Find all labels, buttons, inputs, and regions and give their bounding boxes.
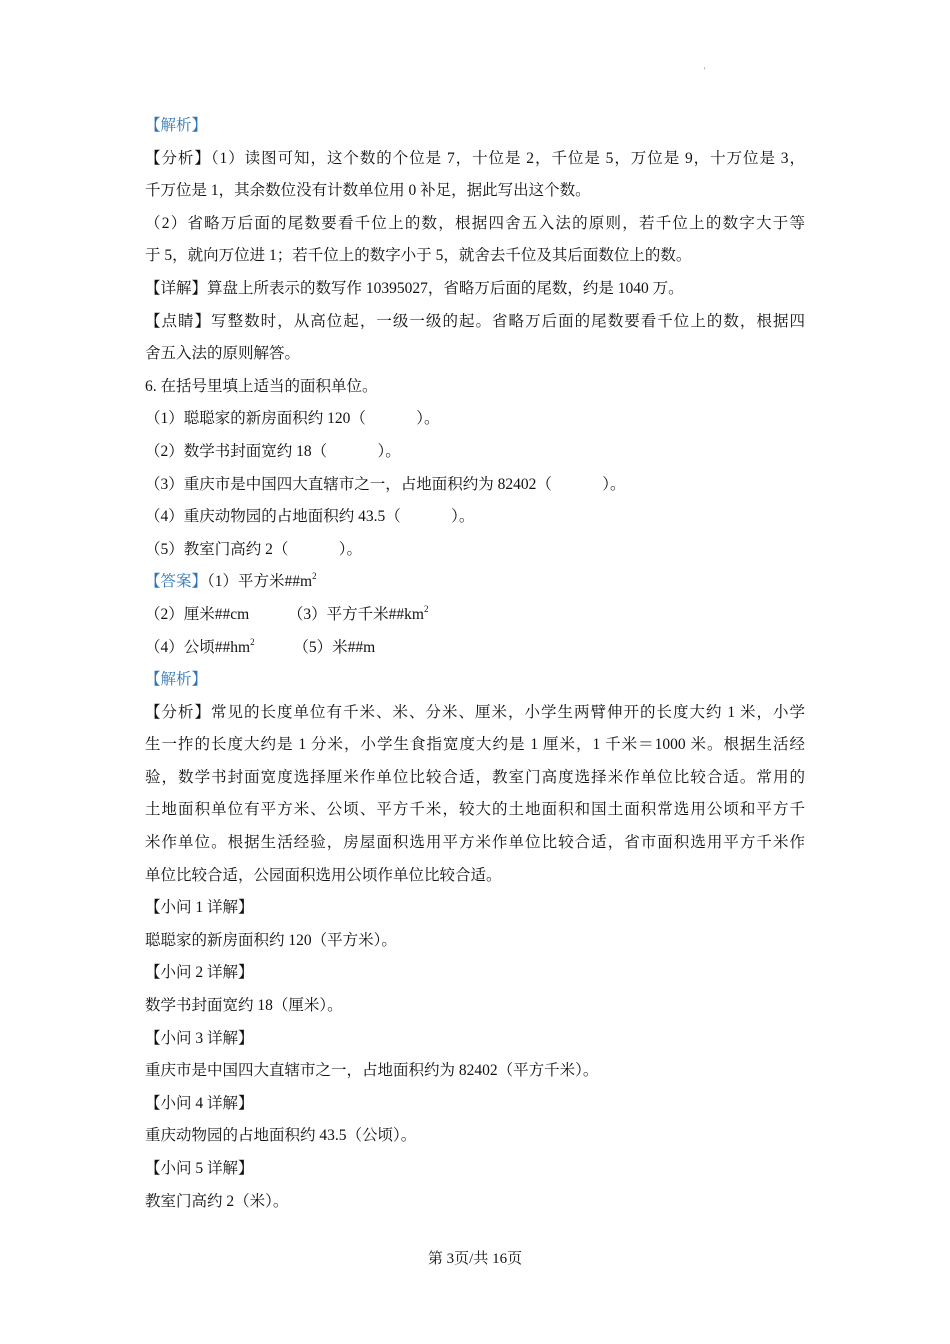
text-segment: 【分析】（1）读图可知，这个数的个位是 7，十位是 2，千位是 5，万位是 9，十万位是 3， xyxy=(145,149,805,167)
text-segment: （3）重庆市是中国四大直辖市之一，占地面积约为 82402（ ）。 xyxy=(145,475,626,493)
text-segment: 重庆动物园的占地面积约 43.5（公顷）。 xyxy=(145,1127,417,1145)
text-segment: 米作单位。根据生活经验，房屋面积选用平方米作单位比较合适，省市面积选用平方千米作 xyxy=(145,834,805,852)
text-line xyxy=(145,403,805,436)
text-segment: 【小问 3 详解】 xyxy=(145,1029,254,1047)
text-segment: 数学书封面宽约 18（厘米）。 xyxy=(145,997,343,1015)
text-segment: 【小问 1 详解】 xyxy=(145,899,254,917)
text-segment: （4）公顷##hm xyxy=(145,638,251,656)
text-line xyxy=(145,208,805,241)
text-segment: 生一拃的长度大约是 1 分米，小学生食指宽度大约是 1 厘米，1 千米＝1000 米。根据生活经 xyxy=(145,736,805,754)
text-segment: 【详解】算盘上所表示的数写作 10395027，省略万后面的尾数，约是 1040 万。 xyxy=(145,279,684,297)
text-line xyxy=(145,599,805,632)
text-segment: 6. 在括号里填上适当的面积单位。 xyxy=(145,377,378,395)
text-segment: 验，数学书封面宽度选择厘米作单位比较合适，教室门高度选择米作单位比较合适。常用的 xyxy=(145,768,805,786)
text-segment: 聪聪家的新房面积约 120（平方米）。 xyxy=(145,931,397,949)
text-line xyxy=(145,273,805,306)
superscript: 2 xyxy=(250,636,255,647)
superscript: 2 xyxy=(312,571,317,582)
text-segment: 单位比较合适，公园面积选用公顷作单位比较合适。 xyxy=(145,866,502,884)
text-line xyxy=(145,240,805,273)
text-line xyxy=(145,729,805,762)
text-line xyxy=(145,110,805,143)
text-line xyxy=(145,175,805,208)
text-line xyxy=(145,1023,805,1056)
text-segment: 【点睛】写整数时，从高位起，一级一级的起。省略万后面的尾数要看千位上的数，根据四 xyxy=(145,312,805,330)
page-footer: 第 3页/共 16页 xyxy=(427,1251,523,1267)
text-line xyxy=(145,990,805,1023)
section-label: 【解析】 xyxy=(145,117,208,134)
text-line xyxy=(145,534,805,567)
text-segment: （5）米##m xyxy=(254,638,376,656)
text-line xyxy=(145,632,805,665)
text-line xyxy=(145,827,805,860)
text-line xyxy=(145,925,805,958)
text-line xyxy=(145,1120,805,1153)
text-segment: （1）聪聪家的新房面积约 120（ ）。 xyxy=(145,410,440,428)
text-line xyxy=(145,957,805,990)
text-line xyxy=(145,306,805,339)
text-line xyxy=(145,1153,805,1186)
text-segment: 重庆市是中国四大直辖市之一，占地面积约为 82402（平方千米）。 xyxy=(145,1062,599,1080)
text-segment: 【小问 2 详解】 xyxy=(145,964,254,982)
text-line xyxy=(145,1055,805,1088)
text-line xyxy=(145,860,805,893)
text-segment: 【分析】常见的长度单位有千米、米、分米、厘米，小学生两臂伸开的长度大约 1 米，小学 xyxy=(145,703,805,721)
text-segment: （2）数学书封面宽约 18（ ）。 xyxy=(145,442,401,460)
header-mark: ' xyxy=(704,66,706,75)
text-segment: （4）重庆动物园的占地面积约 43.5（ ）。 xyxy=(145,508,475,526)
text-segment: （2）省略万后面的尾数要看千位上的数，根据四舍五入法的原则，若千位上的数字大于等 xyxy=(145,214,805,232)
text-segment: 【小问 4 详解】 xyxy=(145,1094,254,1112)
superscript: 2 xyxy=(424,603,429,614)
section-label: 【答案】 xyxy=(145,573,208,591)
text-line xyxy=(145,794,805,827)
document-body xyxy=(145,110,805,1218)
text-line xyxy=(145,143,805,176)
text-line xyxy=(145,697,805,730)
text-line xyxy=(145,338,805,371)
text-line xyxy=(145,762,805,795)
text-line xyxy=(145,371,805,404)
text-line xyxy=(145,664,805,697)
text-segment: 【小问 5 详解】 xyxy=(145,1160,254,1177)
text-line xyxy=(145,566,805,599)
section-label: 【解析】 xyxy=(145,671,208,689)
text-line xyxy=(145,1186,805,1219)
text-segment: （2）厘米##cm （3）平方千米##km xyxy=(145,605,424,623)
text-segment: 土地面积单位有平方米、公顷、平方千米，较大的土地面积和国土面积常选用公顷和平方千 xyxy=(145,801,805,819)
text-segment: 于 5，就向万位进 1；若千位上的数字小于 5，就舍去千位及其后面数位上的数。 xyxy=(145,247,692,265)
text-line xyxy=(145,501,805,534)
text-segment: 舍五入法的原则解答。 xyxy=(145,345,301,363)
text-line xyxy=(145,469,805,502)
text-segment: （1）平方米##m xyxy=(207,573,313,591)
text-segment: （5）教室门高约 2（ ）。 xyxy=(145,540,363,558)
text-line xyxy=(145,892,805,925)
text-line xyxy=(145,436,805,469)
text-segment: 千万位是 1，其余数位没有计数单位用 0 补足，据此写出这个数。 xyxy=(145,182,591,200)
text-line xyxy=(145,1088,805,1121)
text-segment: 教室门高约 2（米）。 xyxy=(145,1192,289,1210)
